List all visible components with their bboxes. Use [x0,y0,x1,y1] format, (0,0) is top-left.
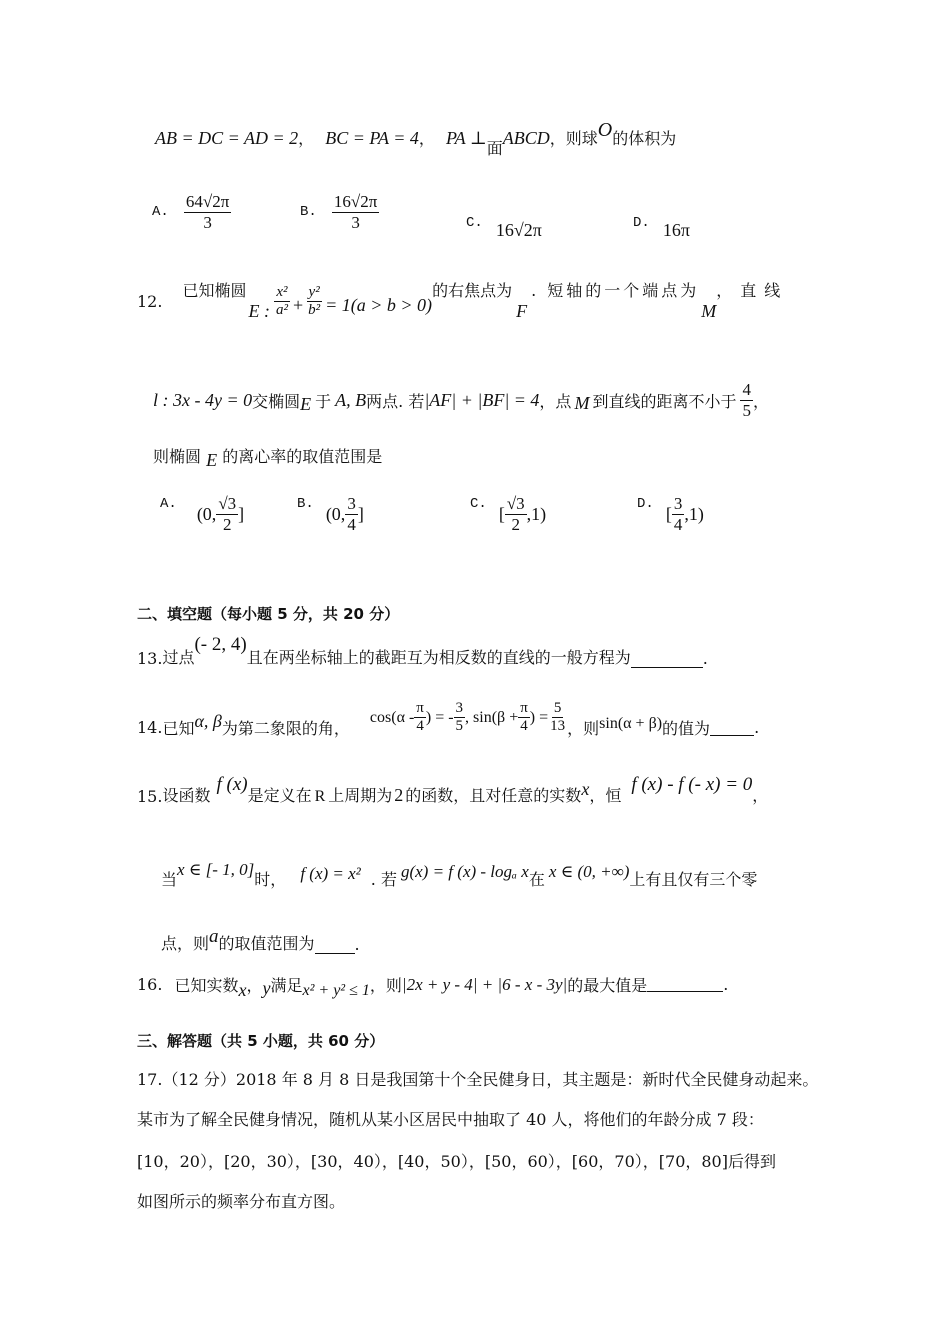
q15-fx-def: f (x) = x² [300,864,361,883]
q11-option-b [300,192,379,232]
option-body [326,494,364,534]
option-value: 16√2π [495,220,542,240]
option-pre: [ [665,503,672,524]
q12-m: M [701,301,717,322]
q15-number: 15. [137,787,163,806]
q12-e-label: E : [248,301,270,322]
q12-ab: A, B [335,389,367,410]
numerator: √3 [218,494,237,513]
q12-distance-fraction [740,380,753,420]
option-post: ] [357,503,364,524]
q15-text5: ，恒 [589,786,622,805]
q14-pi-fraction-1 [414,700,426,736]
q15-dang: 当 [161,870,178,889]
q16-x: x [238,980,247,1000]
q16-expression: |2x + y - 4| + |6 - x - 3y| [401,974,568,994]
denominator: 4 [520,718,528,735]
q15-domain: x ∈ (0, +∞) [548,862,630,881]
option-fraction [184,192,231,232]
q11-pa-perp: PA ⊥ [445,128,487,148]
q14-text2: 为第二象限的角， [221,719,350,739]
q12-m2: M [574,392,590,413]
q14-cos-mid: ) = - [425,708,454,726]
q12-text3: . 短轴的一个端点为 [531,281,700,301]
q15-text8: 上有且仅有三个零 [629,870,758,889]
q15-answer-blank[interactable] [315,937,355,954]
option-fraction [216,494,238,534]
q12-option-c [470,496,546,534]
denominator: 3 [351,212,360,232]
section-heading-solutions: 三、解答题（共 5 小题，共 60 分） [137,1032,385,1050]
q12-e2: E [300,393,312,414]
q15-text7: . 若 [370,870,397,889]
q12-text7: 两点. 若 [366,391,425,411]
q15-shi: 时， [254,870,287,889]
numerator: y² [307,284,322,302]
q12-line-eq: l : 3x - 4y = 0 [153,389,253,410]
numerator: 4 [742,380,751,399]
option-pre: [ [498,503,505,524]
q15-text6: ， [752,786,769,805]
q14-text3: ，则 [567,719,600,739]
q12-y-fraction [306,284,322,320]
q16-text2: 满足 [270,976,303,995]
q12-line3 [153,444,383,470]
q12-abs-expr: |AF| + |BF| = 4 [424,389,540,410]
q12-eq-tail: = 1(a > b > 0) [325,295,433,316]
q15-text4: 的函数，且对任意的实数 [405,786,582,805]
numerator: 3 [347,494,356,513]
denominator: 5 [742,400,751,420]
denominator: 5 [455,718,464,735]
q13-text1: 过点 [162,648,195,667]
denominator: b² [308,302,321,319]
q15-line2 [161,860,758,890]
numerator: 3 [454,700,466,718]
q12-text4: ，直线 [716,281,789,301]
q12-text2: 的右焦点为 [432,281,513,301]
q14-text4: 的值为 [662,719,711,739]
option-fraction [332,192,379,232]
q12-text12: 的离心率的取值范围是 [222,447,383,466]
option-value: 16π [662,220,690,240]
option-label: B. [300,204,317,221]
denominator: 13 [550,718,566,735]
q11-sep2: ， [418,129,435,148]
denominator: 3 [203,212,212,232]
option-label: D. [633,215,650,231]
denominator: 4 [347,514,356,534]
numerator: x² [274,284,289,302]
q15-a: a [209,926,219,947]
option-fraction [505,494,527,534]
q15-period: 2 [394,785,404,805]
q16-tail: . [723,975,729,994]
q15-line3 [161,926,360,954]
q13-number: 13. [137,649,163,668]
q16-y: y [262,978,271,998]
q15-x: x [581,779,590,799]
q15-gx: g(x) = f (x) - logₐ x [400,862,529,881]
q16-text4: 的最大值是 [567,976,648,995]
q15-r: R [314,788,326,805]
q15-text3: 上周期为 [328,786,393,805]
option-label: A. [160,496,177,512]
q14-sin-mid: ) = [529,708,549,726]
q12-f: F [516,301,528,322]
q12-option-d [637,496,704,534]
q15-fx: f (x) [216,774,248,795]
q15-text1: 设函数 [162,786,211,805]
q14-sin-expr: sin(α + β) [599,714,663,732]
denominator: 4 [416,718,424,735]
q15-line1 [137,774,769,806]
denominator: 4 [673,514,683,534]
option-fraction [672,494,685,534]
q14-value-fraction-2 [548,700,567,736]
q13-point: (- 2, 4) [194,634,247,655]
numerator: 3 [673,494,683,513]
q14-line [137,700,760,739]
q15-text2: 是定义在 [247,786,312,805]
option-label: A. [152,204,169,221]
q13-line [137,634,708,668]
q14-tail: . [754,718,760,738]
section-heading-fill-in: 二、填空题（每小题 5 分，共 20 分） [137,605,400,623]
numerator: 16√2π [333,192,378,211]
option-post: ,1) [526,503,547,524]
q11-ask2: 的体积为 [612,129,677,148]
option-label: D. [637,496,654,512]
q17-line3: [10，20），[20，30），[30，40），[40，50），[50，60），[60，70），[70，80]后得到 [137,1152,776,1171]
q13-text2: 且在两坐标轴上的截距互为相反数的直线的一般方程为 [246,648,631,667]
q16-text1: 已知实数 [174,976,239,995]
q14-answer-blank[interactable] [710,719,754,736]
q14-number: 14. [137,718,163,738]
q12-line1 [137,281,789,322]
q16-condition: x² + y² ≤ 1 [302,981,370,999]
q12-plus: + [292,295,304,316]
q11-ab-dc-ad: AB = DC = AD = 2 [155,128,299,148]
option-body [666,494,704,534]
q14-pi-fraction-2 [518,700,530,736]
q15-tail: . [354,935,360,954]
q12-text8: ，点 [539,391,572,411]
q16-line [137,973,729,1000]
q12-option-a [160,496,244,534]
q16-text3: ，则 [369,976,402,995]
q12-line2 [153,380,769,420]
q15-zai: 在 [528,870,545,889]
q14-text1: 已知 [162,719,195,739]
q15-even-eq: f (x) - f (- x) = 0 [631,774,753,795]
q12-text1: 已知椭圆 [182,281,247,301]
q11-condition-line [155,119,677,158]
option-label: C. [466,215,483,231]
q11-option-c [466,214,542,240]
option-pre: (0, [196,503,217,524]
q17-line1: 17.（12 分）2018 年 8 月 8 日是我国第十个全民健身日，其主题是：新时代全民健身动起来。 [137,1070,819,1089]
q11-ask: ，则球 [549,129,598,148]
q12-x-fraction [274,284,290,320]
q13-tail: . [702,649,708,668]
numerator: 5 [552,700,564,718]
option-label: B. [297,496,314,512]
q12-text6: 于 [315,391,332,411]
q11-sep1: ， [298,129,315,148]
q12-text5: 交椭圆 [252,391,301,411]
q11-abcd: ABCD [502,128,550,148]
q11-option-a [152,192,231,232]
q12-text11: 则椭圆 [153,447,202,466]
denominator: a² [275,302,288,319]
option-post: ,1) [684,503,704,524]
denominator: 2 [511,514,520,534]
q14-cos-pre: cos(α - [369,708,415,726]
option-body [197,494,244,534]
option-pre: (0, [325,503,346,524]
option-fraction [345,494,358,534]
denominator: 2 [222,514,232,534]
option-body [499,494,546,534]
q17-line2: 某市为了解全民健身情况，随机从某小区居民中抽取了 40 人，将他们的年龄分成 7 段： [137,1110,764,1129]
q14-angles: α, β [194,711,222,732]
option-label: C. [470,496,487,512]
option-post: ] [238,503,245,524]
q14-sin-pre: , sin(β + [465,708,519,726]
q12-text10: ， [752,391,769,411]
q16-number: 16. [137,975,163,994]
q15-text10: 的取值范围为 [218,934,315,953]
q13-answer-blank[interactable] [631,651,703,668]
q17-line4: 如图所示的频率分布直方图。 [137,1192,346,1211]
q11-bc-pa: BC = PA = 4 [325,128,419,148]
q16-comma: ， [246,976,263,995]
q11-mian: 面 [486,139,503,158]
q11-option-d [633,214,690,240]
q15-text9: 点，则 [161,934,210,953]
numerator: √3 [506,494,525,513]
q12-number: 12. [137,292,163,312]
numerator: π [414,700,426,718]
q12-text9: 到直线的距离不小于 [592,391,737,411]
numerator: 64√2π [185,192,230,211]
q15-interval: x ∈ [- 1, 0] [177,860,255,879]
q12-option-b [297,496,364,534]
q11-o: O [597,119,613,141]
q16-answer-blank[interactable] [647,977,723,992]
q14-value-fraction-1 [454,700,466,736]
numerator: π [518,700,530,718]
q12-e3: E [206,450,218,470]
